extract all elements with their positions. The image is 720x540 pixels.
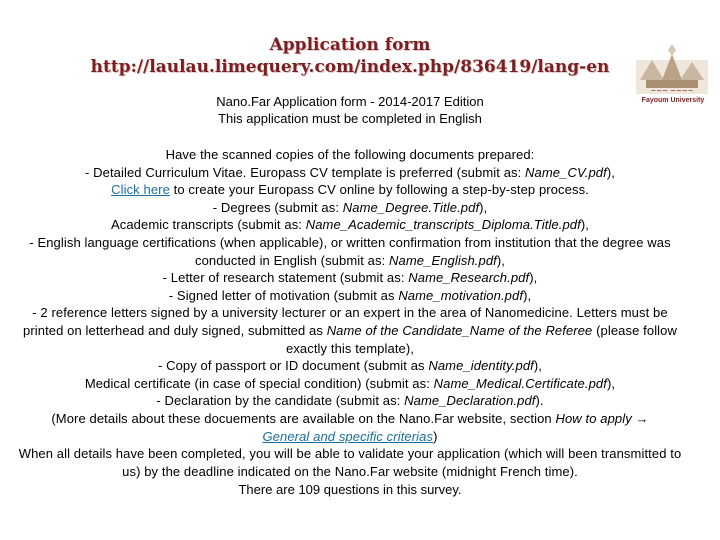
transcripts-item: [12, 216, 688, 234]
motivation-text-end: ),: [523, 287, 532, 303]
documents-instructions: [12, 146, 688, 480]
declaration-text: - Declaration by the candidate (submit as:: [156, 393, 405, 409]
validation-note: When all details have been completed, you will be able to validate your application (which will been transmitted to us) by the deadline indicated on the Nano.Far website (midnight French time).: [18, 446, 682, 479]
reference-text-end: (please follow exactly this template),: [285, 322, 677, 356]
general-criteria-link-text[interactable]: General and specific criterias: [262, 428, 434, 444]
language-line: [0, 110, 700, 127]
passport-text-end: ),: [533, 358, 543, 374]
passport-text: - Copy of passport or ID document (submit as: [157, 358, 429, 374]
english-text: - English language certifications (when applicable), or written confirmation from institution that the degree was conducted in English (submit as:: [29, 234, 671, 268]
more-details: [12, 410, 688, 445]
transcripts-text: Academic transcripts (submit as:: [110, 217, 306, 233]
medical-text: Medical certificate (in case of special condition) (submit as:: [84, 375, 434, 391]
degree-text-end: ),: [479, 199, 488, 215]
cv-text: - Detailed Curriculum Vitae. Europass CV template is preferred (submit as:: [85, 164, 526, 180]
reference-text: - 2 reference letters signed by a university lecturer or an expert in the area of Nanomedicine. Letters must be printed on letterhead and duly signed, submitted as: [23, 305, 668, 338]
more-details-text: (More details about these docuements are available on the Nano.Far website, section: [51, 410, 556, 426]
medical-text-end: ),: [606, 375, 616, 391]
how-to-apply-section: How to apply →: [555, 410, 649, 426]
degree-filename: Name_Degree.Title.pdf: [342, 199, 480, 215]
language-emphasis: in English: [425, 111, 482, 126]
survey-url: http://laulau.limequery.com/index.php/836419/lang-en: [90, 57, 610, 77]
degree-text: - Degrees (submit as:: [212, 199, 343, 215]
edition-line: Nano.Far Application form - 2014-2017 Edition: [216, 94, 484, 109]
passport-item: [12, 357, 688, 375]
english-text-end: ),: [496, 252, 506, 268]
english-item: [12, 234, 688, 269]
cv-link-text: to create your Europass CV online by following a step-by-step process.: [169, 182, 589, 198]
english-filename: Name_English.pdf: [389, 252, 497, 268]
motivation-filename: Name_motivation.pdf: [398, 287, 524, 303]
motivation-text: - Signed letter of motivation (submit as: [168, 287, 399, 303]
page-header: [0, 34, 700, 78]
page-title: Application form: [269, 35, 431, 55]
passport-filename: Name_identity.pdf: [428, 358, 534, 374]
reference-filename: Name of the Candidate_Name of the Referee: [326, 322, 593, 338]
reference-item: [12, 304, 688, 357]
motivation-item: [12, 287, 688, 305]
general-criteria-link[interactable]: [262, 429, 433, 444]
medical-filename: Name_Medical.Certificate.pdf: [433, 375, 607, 391]
svg-text:~~~ ~~~~: ~~~ ~~~~: [650, 87, 694, 95]
logo-label: Fayoum University: [641, 97, 705, 104]
degree-item: [12, 199, 688, 217]
declaration-text-end: ).: [535, 393, 544, 409]
question-count: There are 109 questions in this survey.: [238, 482, 462, 497]
documents-intro: Have the scanned copies of the following documents prepared:: [165, 147, 535, 162]
medical-item: [12, 375, 688, 393]
research-filename: Name_Research.pdf: [408, 270, 530, 286]
transcripts-text-end: ),: [580, 217, 590, 233]
research-text: - Letter of research statement (submit as:: [162, 270, 409, 286]
declaration-item: [12, 392, 688, 410]
language-prefix: This application must be completed: [218, 111, 426, 126]
cv-text-end: ),: [606, 164, 615, 180]
more-details-end: ): [433, 428, 438, 444]
cv-filename: Name_CV.pdf: [525, 164, 607, 180]
research-item: [12, 269, 688, 287]
cv-item: [12, 164, 688, 199]
research-text-end: ),: [529, 270, 538, 286]
transcripts-filename: Name_Academic_transcripts_Diploma.Title.pdf: [305, 217, 581, 233]
declaration-filename: Name_Declaration.pdf: [404, 393, 536, 409]
europass-click-here-link[interactable]: Click here: [111, 182, 170, 198]
